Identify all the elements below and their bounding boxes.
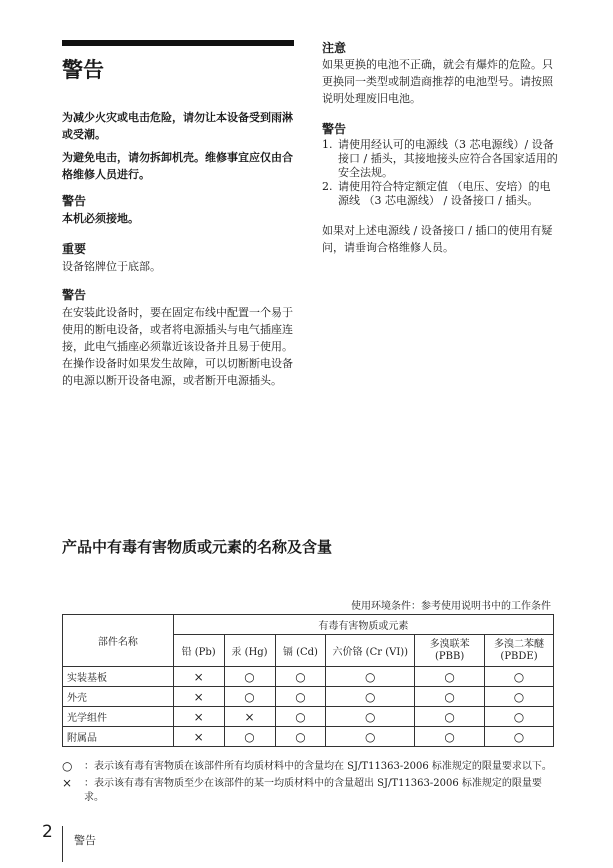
power-cord-list [322,138,558,208]
table-cell: ○ [275,667,326,687]
legend-notes [62,760,556,808]
inquiry-paragraph: 如果对上述电源线 / 设备接口 / 插口的使用有疑问，请垂询合格维修人员。 [322,224,553,254]
title-rule [62,40,294,46]
table-cell: × [224,707,275,727]
list-number: 1. [322,138,333,151]
part-name-header: 部件名称 [63,615,174,667]
table-cell: ○ [224,687,275,707]
legend-note [62,760,556,774]
table-row [63,667,554,687]
table-cell: ○ [485,727,554,747]
page-number: 2 [42,822,53,842]
row-label: 外壳 [63,687,174,707]
table-cell: ○ [275,707,326,727]
table-cell: ○ [415,707,485,727]
important-paragraph: 设备铭牌位于底部。 [62,260,161,273]
left-column [62,40,294,389]
page-title: 警告 [62,58,104,82]
table-cell: ○ [326,727,415,747]
ground-heading: 警告 [62,194,87,208]
table-cell: ○ [275,727,326,747]
warning2-paragraph: 在安装此设备时，要在固定布线中配置一个易于使用的断电设备，或者将电源插头与电气插座连接，此电气插座必须靠近该设备并且易于使用。在操作设备时如果发生故障，可以切断断电设备的电源以断开设备电源，或者断开电源插头。 [62,306,293,387]
table-cell: ○ [415,667,485,687]
table-cell: ○ [326,667,415,687]
warning2-heading: 警告 [62,288,87,302]
section-title: 产品中有毒有害物质或元素的名称及含量 [62,538,333,556]
list-text: 请使用符合特定额定值 （电压、安培）的电源线 （3 芯电源线） / 设备接口 / 插头。 [338,180,551,207]
column-header: 多溴二苯醚 (PBDE) [485,635,554,667]
column-header: 汞 (Hg) [224,635,275,667]
table-cell: × [173,727,224,747]
table-cell: ○ [485,667,554,687]
table-cell: ○ [326,687,415,707]
list-number: 2. [322,180,333,193]
list-item [322,138,558,180]
warning-fire-paragraph: 为减少火灾或电击危险，请勿让本设备受到雨淋或受潮。 [62,111,293,141]
table-cell: × [173,687,224,707]
hazardous-substance-table [62,614,554,747]
row-label: 附属品 [63,727,174,747]
table-cell: × [173,667,224,687]
row-label: 实装基板 [63,667,174,687]
table-cell: ○ [415,727,485,747]
table-cell: ○ [415,687,485,707]
caution-paragraph: 如果更换的电池不正确，就会有爆炸的危险。只更换同一类型或制造商推荐的电池型号。请按照说明处理废旧电池。 [322,58,553,105]
column-header: 铅 (Pb) [173,635,224,667]
right-column [322,40,558,256]
ground-paragraph: 本机必须接地。 [62,212,139,225]
substance-group-header: 有毒有害物质或元素 [173,615,553,635]
right-warning-heading: 警告 [322,122,347,136]
cross-mark: × [62,776,73,790]
table-cell: ○ [326,707,415,727]
footer-divider [62,826,63,862]
environment-note: 使用环境条件：参考使用说明书中的工作条件 [351,601,551,612]
column-header: 镉 (Cd) [275,635,326,667]
list-text: 请使用经认可的电源线（3 芯电源线）/ 设备接口 / 插头，其接地接头应符合各国家适用的安全法规。 [338,138,558,179]
table-row [63,687,554,707]
legend-text: ：表示该有毒有害物质在该部件所有均质材料中的含量均在 SJ/T11363-2006 标准规定的限量要求以下。 [84,761,552,772]
circle-mark: ○ [62,759,73,773]
table-cell: ○ [224,727,275,747]
column-header: 多溴联苯 (PBB) [415,635,485,667]
row-label: 光学组件 [63,707,174,727]
legend-note [62,777,556,805]
column-header: 六价铬 (Cr (VI)) [326,635,415,667]
table-cell: ○ [224,667,275,687]
table-cell: ○ [485,687,554,707]
legend-text: ：表示该有毒有害物质至少在该部件的某一均质材料中的含量超出 SJ/T11363-2006 标准规定的限量要求。 [84,778,542,803]
warning-shock-paragraph: 为避免电击，请勿拆卸机壳。维修事宜应仅由合格维修人员进行。 [62,151,293,181]
important-heading: 重要 [62,242,87,256]
table-row [63,727,554,747]
table-cell: ○ [485,707,554,727]
table-cell: ○ [275,687,326,707]
table-row [63,707,554,727]
caution-heading: 注意 [322,41,347,55]
table-cell: × [173,707,224,727]
list-item [322,180,558,208]
footer-label: 警告 [74,834,96,847]
